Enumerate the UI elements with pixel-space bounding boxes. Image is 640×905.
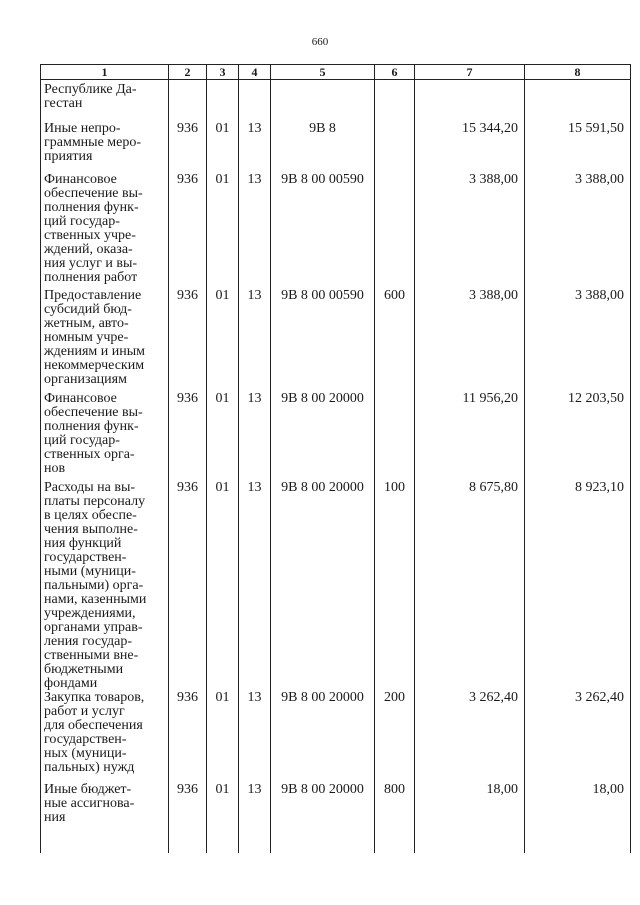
table-row <box>41 691 631 783</box>
row-value-2: 12 203,50 <box>525 392 631 481</box>
row-value-1: 11 956,20 <box>415 392 525 481</box>
row-target: 9В 8 00 00590 <box>271 289 375 392</box>
table-row <box>41 289 631 392</box>
row-subsection: 13 <box>239 392 271 481</box>
row-section: 01 <box>207 481 239 691</box>
row-code: 936 <box>169 289 207 392</box>
row-target: 9В 8 00 20000 <box>271 392 375 481</box>
row-value-2: 3 262,40 <box>525 691 631 783</box>
column-header: 5 <box>271 65 375 80</box>
row-name: Финансовое обеспечение вы- полнения функ- ций государ- ственных орга- нов <box>41 392 169 481</box>
row-code: 936 <box>169 691 207 783</box>
row-value-1: 18,00 <box>415 783 525 853</box>
row-subsection: 13 <box>239 481 271 691</box>
row-value-1: 3 388,00 <box>415 173 525 289</box>
row-value-1: 8 675,80 <box>415 481 525 691</box>
row-section: 01 <box>207 289 239 392</box>
row-subsection <box>239 80 271 122</box>
row-name: Финансовое обеспечение вы- полнения функ- ций государ- ственных учре- ждений, оказа- ния услуг и вы- полнения работ <box>41 173 169 289</box>
row-subsection: 13 <box>239 289 271 392</box>
column-header: 8 <box>525 65 631 80</box>
row-type <box>375 173 415 289</box>
row-name: Иные бюджет- ные ассигнова- ния <box>41 783 169 853</box>
row-name: Иные непро- граммные меро- приятия <box>41 122 169 173</box>
column-header: 3 <box>207 65 239 80</box>
table-row <box>41 481 631 691</box>
row-value-2: 15 591,50 <box>525 122 631 173</box>
row-section: 01 <box>207 122 239 173</box>
row-type: 600 <box>375 289 415 392</box>
row-subsection: 13 <box>239 173 271 289</box>
row-name: Расходы на вы- платы персоналу в целях обеспе- чения выполне- ния функций государствен- ными (муници- пальными) орга- нами, казенными учреждениями, органами управ- ления государ- ственными вне- бюджетными фондами <box>41 481 169 691</box>
row-value-1: 3 388,00 <box>415 289 525 392</box>
page-number: 660 <box>311 36 329 48</box>
column-header: 2 <box>169 65 207 80</box>
row-section: 01 <box>207 691 239 783</box>
row-section: 01 <box>207 173 239 289</box>
column-header: 4 <box>239 65 271 80</box>
column-header: 7 <box>415 65 525 80</box>
table-row <box>41 122 631 173</box>
row-subsection: 13 <box>239 122 271 173</box>
row-type: 800 <box>375 783 415 853</box>
row-target: 9В 8 00 00590 <box>271 173 375 289</box>
row-target: 9В 8 00 20000 <box>271 481 375 691</box>
table-row <box>41 392 631 481</box>
row-target: 9В 8 00 20000 <box>271 691 375 783</box>
row-code: 936 <box>169 481 207 691</box>
row-code <box>169 80 207 122</box>
table-row <box>41 173 631 289</box>
row-code: 936 <box>169 173 207 289</box>
row-code: 936 <box>169 783 207 853</box>
row-code: 936 <box>169 122 207 173</box>
row-value-1: 3 262,40 <box>415 691 525 783</box>
row-subsection: 13 <box>239 783 271 853</box>
row-value-2: 18,00 <box>525 783 631 853</box>
row-value-2: 3 388,00 <box>525 173 631 289</box>
row-name: Закупка товаров, работ и услуг для обеспечения государствен- ных (муници- пальных) нужд <box>41 691 169 783</box>
row-name: Предоставление субсидий бюд- жетным, авто- номным учре- ждениям и иным некоммерческим организациям <box>41 289 169 392</box>
table-row <box>41 80 631 122</box>
header-row <box>41 65 631 80</box>
row-type <box>375 80 415 122</box>
row-subsection: 13 <box>239 691 271 783</box>
row-type <box>375 392 415 481</box>
row-section: 01 <box>207 392 239 481</box>
row-code: 936 <box>169 392 207 481</box>
row-target <box>271 80 375 122</box>
row-value-1 <box>415 80 525 122</box>
row-target: 9В 8 <box>271 122 375 173</box>
table-row <box>41 783 631 853</box>
column-header: 6 <box>375 65 415 80</box>
budget-table <box>40 64 631 853</box>
row-target: 9В 8 00 20000 <box>271 783 375 853</box>
row-value-2 <box>525 80 631 122</box>
row-value-2: 8 923,10 <box>525 481 631 691</box>
column-header: 1 <box>41 65 169 80</box>
row-type: 100 <box>375 481 415 691</box>
row-section <box>207 80 239 122</box>
row-type <box>375 122 415 173</box>
row-name: Республике Да- гестан <box>41 80 169 122</box>
row-section: 01 <box>207 783 239 853</box>
row-value-1: 15 344,20 <box>415 122 525 173</box>
row-type: 200 <box>375 691 415 783</box>
row-value-2: 3 388,00 <box>525 289 631 392</box>
